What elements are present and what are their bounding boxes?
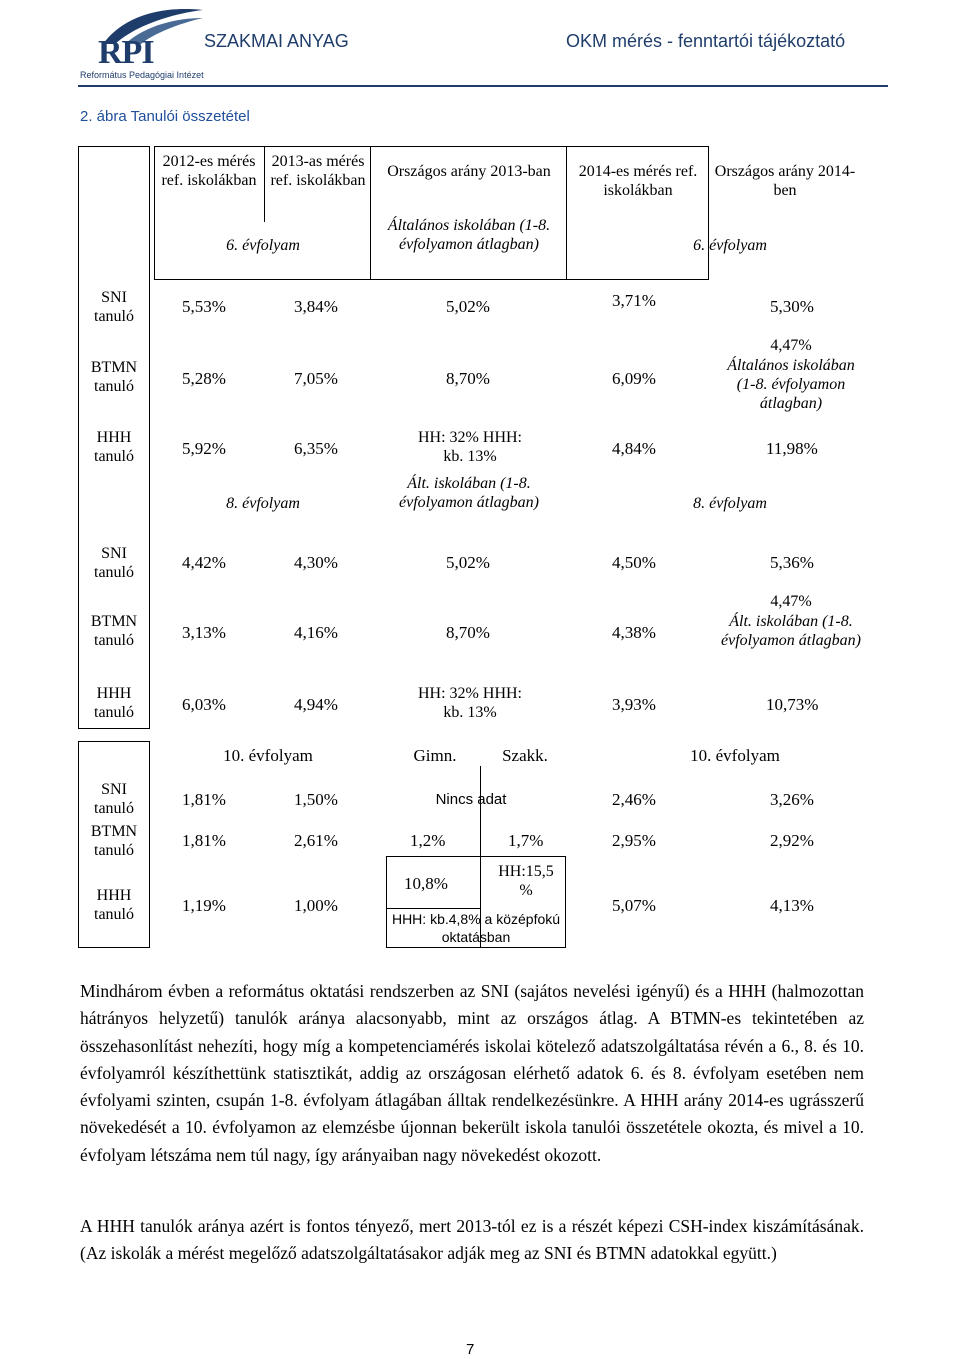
grade6-avg-note: Általános iskolában (1-8. évfolyamon átlagban) — [387, 217, 551, 253]
g6-sni-2014: 3,71% — [612, 291, 656, 310]
g8-sni-2012: 4,42% — [182, 553, 226, 572]
grade8-label-right: 8. évfolyam — [693, 495, 767, 512]
g10-hhh-2014: 5,07% — [612, 896, 656, 915]
column-header-2013: 2013-as mérés ref. iskolákban — [270, 153, 366, 189]
grade10-gimn-header: Gimn. — [413, 746, 457, 765]
g6-hhh-2014: 4,84% — [612, 439, 656, 458]
g10-hhh-2013: 1,00% — [294, 896, 338, 915]
g6-hhh-national-2014: 11,98% — [766, 439, 818, 458]
g8-hhh-national-2014: 10,73% — [766, 695, 819, 714]
g6-sni-national-2014: 5,30% — [770, 297, 814, 316]
grade10-label-left: 10. évfolyam — [223, 746, 313, 765]
g10-btmn-2012: 1,81% — [182, 831, 226, 850]
g6-hhh-2012: 5,92% — [182, 439, 226, 458]
header-right-title: OKM mérés - fenntartói tájékoztató — [566, 31, 846, 51]
g6-btmn-2013: 7,05% — [294, 369, 338, 388]
row-label-hhh-10: HHH tanuló — [94, 887, 134, 923]
paragraph-2: A HHH tanulók aránya azért is fontos tényező, mert 2013-tól ez is a részét képezi CSH-index kiszámításának. (Az iskolák a mérést megelőző adatszolgáltatásakor adják meg az SNI és BTMN adatokkal együtt.) — [80, 1216, 864, 1264]
g8-btmn-2013: 4,16% — [294, 623, 338, 642]
grade10-label-right: 10. évfolyam — [690, 746, 780, 765]
g10-hhh-szakk: HH:15,5 % — [498, 863, 554, 899]
g8-hhh-2013: 4,94% — [294, 695, 338, 714]
g8-btmn-2014: 4,38% — [612, 623, 656, 642]
g10-sni-national-2014: 3,26% — [770, 790, 814, 809]
g10-btmn-szakk: 1,7% — [508, 831, 544, 850]
g6-hhh-national-2013: HH: 32% HHH: kb. 13% — [418, 429, 522, 465]
row-label-hhh-6: HHH tanuló — [94, 429, 134, 465]
page-number: 7 — [466, 1341, 475, 1358]
g10-hhh-note: HHH: kb.4,8% a középfokú oktatásban — [391, 911, 561, 945]
column-header-national-2014: Országos arány 2014-ben — [714, 163, 856, 199]
grade8-label-left: 8. évfolyam — [226, 495, 300, 512]
g10-sni-2013: 1,50% — [294, 790, 338, 809]
paragraph-1: Mindhárom évben a református oktatási rendszerben az SNI (sajátos nevelési igényű) és a HHH (halmozottan hátrányos helyzetű) tanulók aránya alacsonyabb, mint az országos átlag. A BTMN-es tekintetében az összehasonlítást nehezíti, hogy míg a kompetenciamérés iskolai kötelező adatszolgáltatása révén a 6., 8. és 10. évfolyamról készíthettünk statisztikát, addig az országosan elérhető adatok 6. és 8. évfolyam esetében nem évfolyami szinten, csupán 1-8. évfolyam átlagában álltak rendelkezésünkre. A HHH arány 2014-es ugrásszerű növekedését a 10. évfolyamon az elemzésbe újonnan bekerült iskola tanulói összetétele okozta, és mivel a 10. évfolyam létszáma nem túl nagy, így arányaiban nagy növekedést okozott. — [80, 981, 864, 1165]
grade6-label-right: 6. évfolyam — [693, 237, 767, 254]
row-label-sni-10: SNI tanuló — [94, 781, 134, 817]
column-header-2012: 2012-es mérés ref. iskolákban — [161, 153, 257, 189]
g8-btmn-2012: 3,13% — [182, 623, 226, 642]
row-label-btmn-8: BTMN tanuló — [90, 613, 138, 649]
g8-sni-2013: 4,30% — [294, 553, 338, 572]
g6-btmn-2012: 5,28% — [182, 369, 226, 388]
g10-btmn-2013: 2,61% — [294, 831, 338, 850]
g10-hhh-national-2014: 4,13% — [770, 896, 814, 915]
logo-text: RPI — [98, 34, 154, 71]
g8-sni-2014: 4,50% — [612, 553, 656, 572]
g10-btmn-national-2014: 2,92% — [770, 831, 814, 850]
g6-btmn-national-2013: 8,70% — [446, 369, 490, 388]
header-divider — [78, 85, 888, 87]
g10-sni-2014: 2,46% — [612, 790, 656, 809]
row-label-btmn-6: BTMN tanuló — [90, 359, 138, 395]
g6-hhh-2013: 6,35% — [294, 439, 338, 458]
grade6-label-left: 6. évfolyam — [226, 237, 300, 254]
column-header-national-2013: Országos arány 2013-ban — [387, 163, 551, 180]
g6-btmn-national-2014: 4,47% — [770, 337, 812, 354]
g8-hhh-national-2013: HH: 32% HHH: kb. 13% — [418, 685, 522, 721]
g8-sni-national-2013: 5,02% — [446, 553, 490, 572]
row-label-btmn-10: BTMN tanuló — [90, 823, 138, 859]
column-header-2014: 2014-es mérés ref. iskolákban — [578, 163, 698, 199]
row-label-sni-6: SNI tanuló — [94, 289, 134, 325]
g10-hhh-2012: 1,19% — [182, 896, 226, 915]
grade8-avg-note: Ált. iskolában (1-8. évfolyamon átlagban) — [399, 475, 539, 511]
figure-caption: 2. ábra Tanulói összetétel — [80, 108, 250, 125]
row-label-hhh-8: HHH tanuló — [94, 685, 134, 721]
g10-sni-national-2013: Nincs adat — [435, 791, 507, 808]
g6-sni-national-2013: 5,02% — [446, 297, 490, 316]
g10-hhh-gimn: 10,8% — [404, 874, 448, 893]
row-label-sni-8: SNI tanuló — [94, 545, 134, 581]
g8-btmn-national-2014: 4,47% — [770, 593, 812, 610]
g10-sni-2012: 1,81% — [182, 790, 226, 809]
g6-btmn-national-note: Általános iskolában (1-8. évfolyamon átlagban) — [727, 357, 855, 412]
g6-btmn-2014: 6,09% — [612, 369, 656, 388]
g10-btmn-gimn: 1,2% — [410, 831, 446, 850]
grade10-szakk-header: Szakk. — [502, 746, 548, 765]
g8-btmn-national-2013: 8,70% — [446, 623, 490, 642]
g8-hhh-2012: 6,03% — [182, 695, 226, 714]
header-left-title: SZAKMAI ANYAG — [204, 31, 349, 51]
g8-btmn-national-note: Ált. iskolában (1-8. évfolyamon átlagban) — [721, 613, 861, 649]
g6-sni-2013: 3,84% — [294, 297, 338, 316]
g8-hhh-2014: 3,93% — [612, 695, 656, 714]
logo-subtitle: Református Pedagógiai Intézet — [80, 70, 204, 80]
g6-sni-2012: 5,53% — [182, 297, 226, 316]
g10-btmn-2014: 2,95% — [612, 831, 656, 850]
g8-sni-national-2014: 5,36% — [770, 553, 814, 572]
